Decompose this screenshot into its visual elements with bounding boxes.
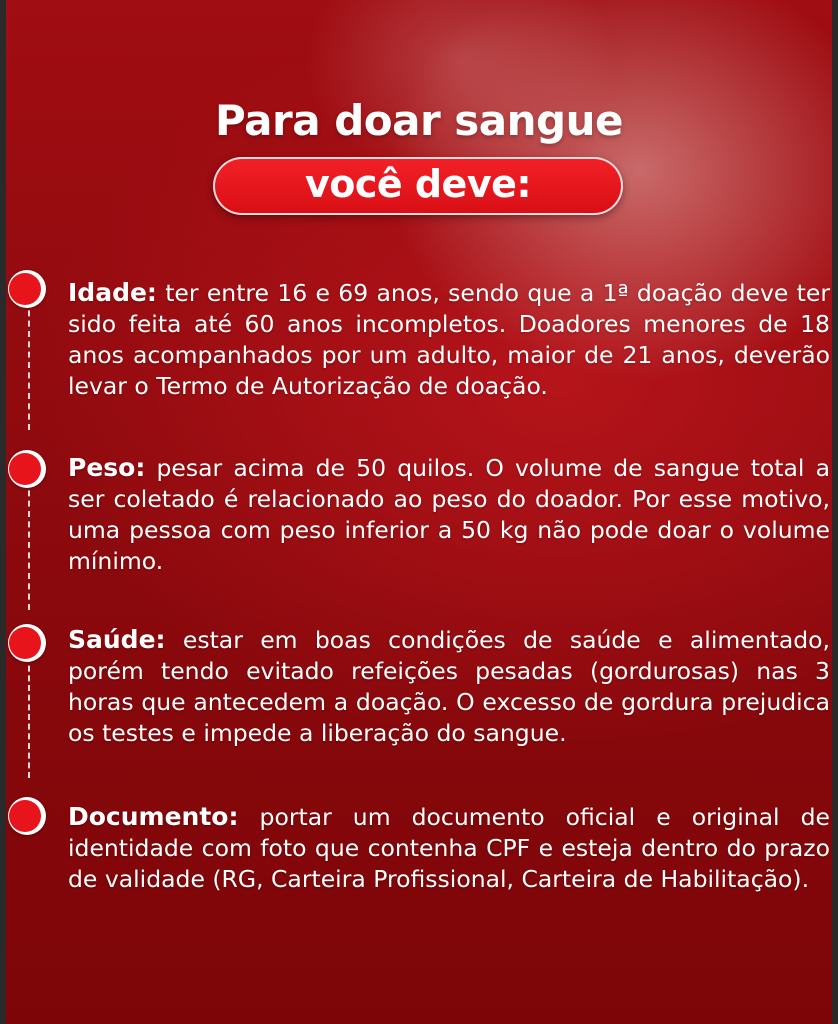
subtitle-pill	[213, 157, 623, 215]
requirement-peso	[68, 452, 830, 577]
bullet-icon	[8, 797, 46, 835]
requirement-documento	[68, 801, 830, 895]
bullet-icon	[8, 270, 46, 308]
requirement-text: ter entre 16 e 69 anos, sendo que a 1ª doação deve ter sido feita até 60 anos incompletos. Doadores menores de 18 anos acompanhados por um adulto, maior de 21 anos, deverão levar o Termo de Autorização de doação.	[68, 279, 830, 400]
bullet-icon	[8, 450, 46, 488]
requirement-label: Peso:	[68, 453, 146, 482]
requirement-label: Idade:	[68, 278, 157, 307]
requirement-saude	[68, 624, 830, 749]
requirement-text: pesar acima de 50 quilos. O volume de sangue total a ser coletado é relacionado ao peso do doador. Por esse motivo, uma pessoa com peso inferior a 50 kg não pode doar o volume mínimo.	[68, 454, 830, 575]
bullet-icon	[8, 624, 46, 662]
requirement-idade	[68, 277, 830, 402]
left-border-strip	[0, 0, 6, 1024]
requirement-text: portar um documento oficial e original de identidade com foto que contenha CPF e esteja dentro do prazo de validade (RG, Carteira Profissional, Carteira de Habilitação).	[68, 803, 830, 893]
timeline-dashed-line	[28, 300, 30, 430]
timeline-dashed-line	[28, 656, 30, 778]
right-border-strip	[832, 0, 838, 1024]
requirement-text: estar em boas condições de saúde e alimentado, porém tendo evitado refeições pesadas (gordurosas) nas 3 horas que antecedem a doação. O excesso de gordura prejudica os testes e impede a liberação do sangue.	[68, 626, 830, 747]
timeline-dashed-line	[28, 480, 30, 610]
page-title: Para doar sangue	[215, 96, 623, 145]
requirement-label: Documento:	[68, 802, 239, 831]
requirement-label: Saúde:	[68, 625, 166, 654]
subtitle-text: você deve:	[304, 162, 532, 206]
